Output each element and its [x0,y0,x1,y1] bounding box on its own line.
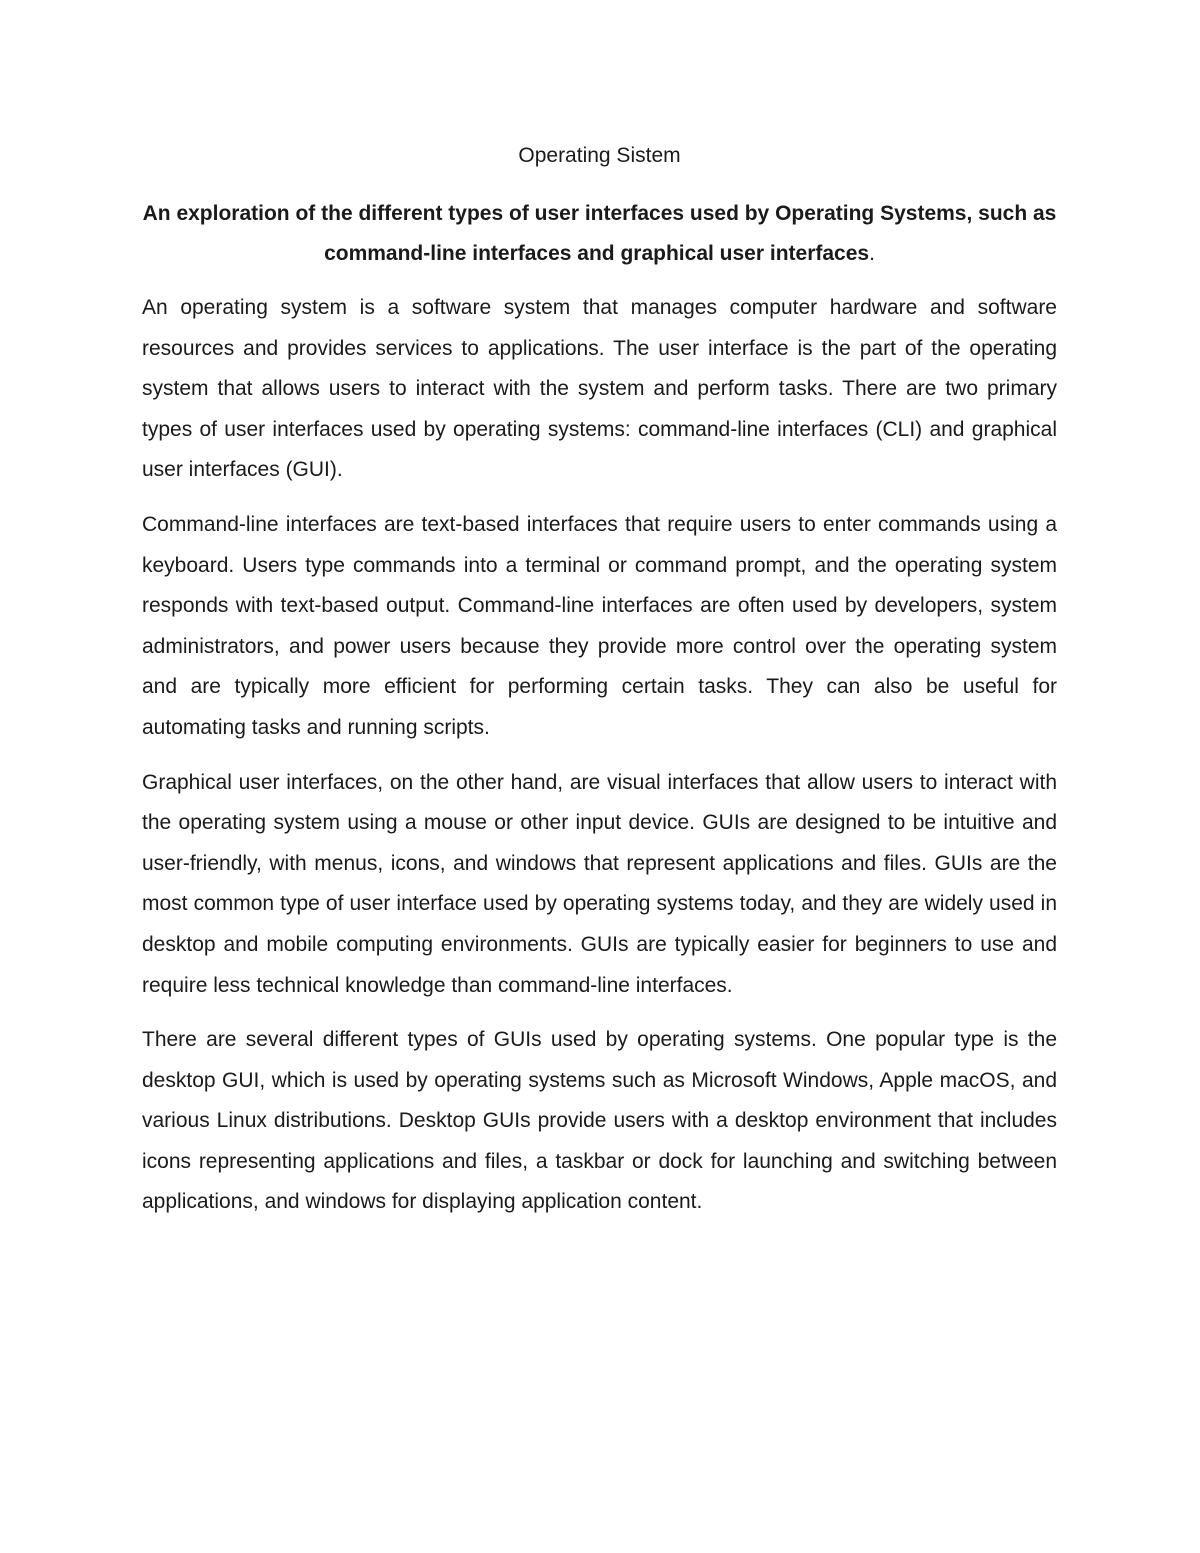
paragraph-gui-types: There are several different types of GUIs used by operating systems. One popular type is the desktop GUI, which is used by operating systems such as Microsoft Windows, Apple macOS, and various Linux distributions. Desktop GUIs provide users with a desktop environment that includes icons representing applications and files, a taskbar or dock for launching and switching between applications, and windows for displaying application content. [142,1028,1057,1214]
document-page [142,138,1057,1237]
paragraph-gui: Graphical user interfaces, on the other hand, are visual interfaces that allow users to interact with the operating system using a mouse or other input device. GUIs are designed to be intuitive and user-friendly, with menus, icons, and windows that represent applications and files. GUIs are the most common type of user interface used by operating systems today, and they are widely used in desktop and mobile computing environments. GUIs are typically easier for beginners to use and require less technical knowledge than command-line interfaces. [142,770,1057,997]
subtitle-text: An exploration of the different types of user interfaces used by Operating Systems, such as command-line interfaces and graphical user interfaces [142,202,1057,265]
document-subtitle [142,194,1057,274]
document-title: Operating Sistem [518,144,681,167]
paragraph-cli: Command-line interfaces are text-based interfaces that require users to enter commands using a keyboard. Users type commands into a terminal or command prompt, and the operating system responds with text-based output. Command-line interfaces are often used by developers, system administrators, and power users because they provide more control over the operating system and are typically more efficient for performing certain tasks. They can also be useful for automating tasks and running scripts. [142,512,1057,739]
subtitle-period: . [869,242,875,265]
paragraph-intro: An operating system is a software system that manages computer hardware and software resources and provides services to applications. The user interface is the part of the operating system that allows users to interact with the system and perform tasks. There are two primary types of user interfaces used by operating systems: command-line interfaces (CLI) and graphical user interfaces (GUI). [142,296,1057,482]
